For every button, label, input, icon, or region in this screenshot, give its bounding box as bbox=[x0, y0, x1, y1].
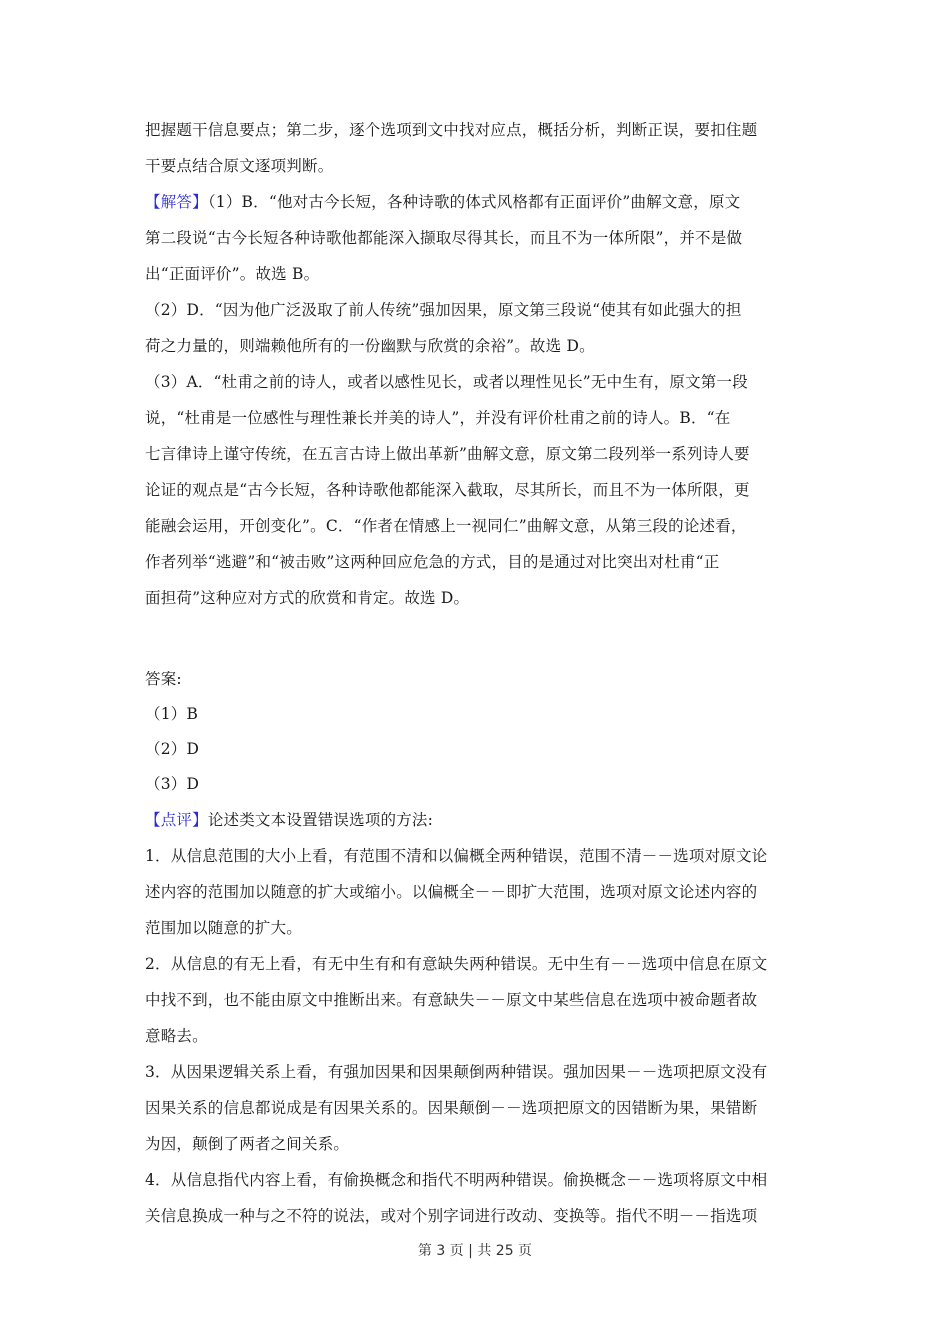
comment-line: 关信息换成一种与之不符的说法，或对个别字词进行改动、变换等。指代不明－－指选项 bbox=[145, 1207, 758, 1225]
comment-tag: 【点评】 bbox=[145, 811, 208, 829]
answer-line: 面担荷”这种应对方式的欣赏和肯定。故选 D。 bbox=[145, 589, 470, 607]
comment-line: 范围加以随意的扩大。 bbox=[145, 919, 303, 937]
comment-line: 3．从因果逻辑关系上看，有强加因果和因果颠倒两种错误。强加因果－－选项把原文没有 bbox=[145, 1063, 768, 1081]
intro-line-1: 把握题干信息要点；第二步，逐个选项到文中找对应点，概括分析，判断正误，要扣住题 bbox=[145, 121, 758, 139]
comment-line: 因果关系的信息都说成是有因果关系的。因果颠倒－－选项把原文的因错断为果，果错断 bbox=[145, 1099, 758, 1117]
answer-line: 论证的观点是“古今长短，各种诗歌他都能深入截取，尽其所长，而且不为一体所限，更 bbox=[145, 481, 750, 499]
comment-line: 意略去。 bbox=[145, 1027, 208, 1045]
answer-line: 七言律诗上谨守传统，在五言古诗上做出革新”曲解文意，原文第二段列举一系列诗人要 bbox=[145, 445, 750, 463]
answers-label: 答案: bbox=[145, 670, 182, 688]
comment-first-line bbox=[145, 802, 815, 838]
answer-tag: 【解答】 bbox=[145, 193, 208, 211]
answer-line: 荷之力量的，则端赖他所有的一份幽默与欣赏的余裕”。故选 D。 bbox=[145, 337, 595, 355]
answer-line: 说，“杜甫是一位感性与理性兼长并美的诗人”，并没有评价杜甫之前的诗人。B．“在 bbox=[145, 409, 731, 427]
answer-first-line-text: （1）B．“他对古今长短，各种诗歌的体式风格都有正面评价”曲解文意，原文 bbox=[207, 193, 741, 211]
answer-line: 能融会运用，开创变化”。C．“作者在情感上一视同仁”曲解文意，从第三段的论述看， bbox=[145, 517, 747, 535]
answer-line: 第二段说“古今长短各种诗歌他都能深入撷取尽得其长，而且不为一体所限”，并不是做 bbox=[145, 229, 743, 247]
answer-item-1: （1）B bbox=[145, 705, 199, 723]
answer-line: 作者列举“逃避”和“被击败”这两种回应危急的方式，目的是通过对比突出对杜甫“正 bbox=[145, 553, 720, 571]
comment-line: 为因，颠倒了两者之间关系。 bbox=[145, 1135, 350, 1153]
answer-first-line bbox=[145, 184, 815, 220]
comment-line: 2．从信息的有无上看，有无中生有和有意缺失两种错误。无中生有－－选项中信息在原文 bbox=[145, 955, 768, 973]
comment-line: 4．从信息指代内容上看，有偷换概念和指代不明两种错误。偷换概念－－选项将原文中相 bbox=[145, 1171, 768, 1189]
answer-line: （2）D．“因为他广泛汲取了前人传统”强加因果，原文第三段说“使其有如此强大的担 bbox=[145, 301, 742, 319]
section-gap bbox=[145, 616, 815, 662]
comment-line: 述内容的范围加以随意的扩大或缩小。以偏概全－－即扩大范围，选项对原文论述内容的 bbox=[145, 883, 758, 901]
answer-line: 出“正面评价”。故选 B。 bbox=[145, 265, 320, 283]
comment-line: 1．从信息范围的大小上看，有范围不清和以偏概全两种错误，范围不清－－选项对原文论 bbox=[145, 847, 768, 865]
comment-line: 中找不到，也不能由原文中推断出来。有意缺失－－原文中某些信息在选项中被命题者故 bbox=[145, 991, 758, 1009]
answer-item-2: （2）D bbox=[145, 740, 200, 758]
intro-line-2: 干要点结合原文逐项判断。 bbox=[145, 157, 334, 175]
comment-first-line-text: 论述类文本设置错误选项的方法: bbox=[207, 811, 434, 829]
answer-line: （3）A．“杜甫之前的诗人，或者以感性见长，或者以理性见长”无中生有，原文第一段 bbox=[145, 373, 748, 391]
document-page bbox=[145, 112, 815, 1234]
page-footer: 第 3 页 | 共 25 页 bbox=[417, 1243, 533, 1259]
answer-item-3: （3）D bbox=[145, 775, 200, 793]
